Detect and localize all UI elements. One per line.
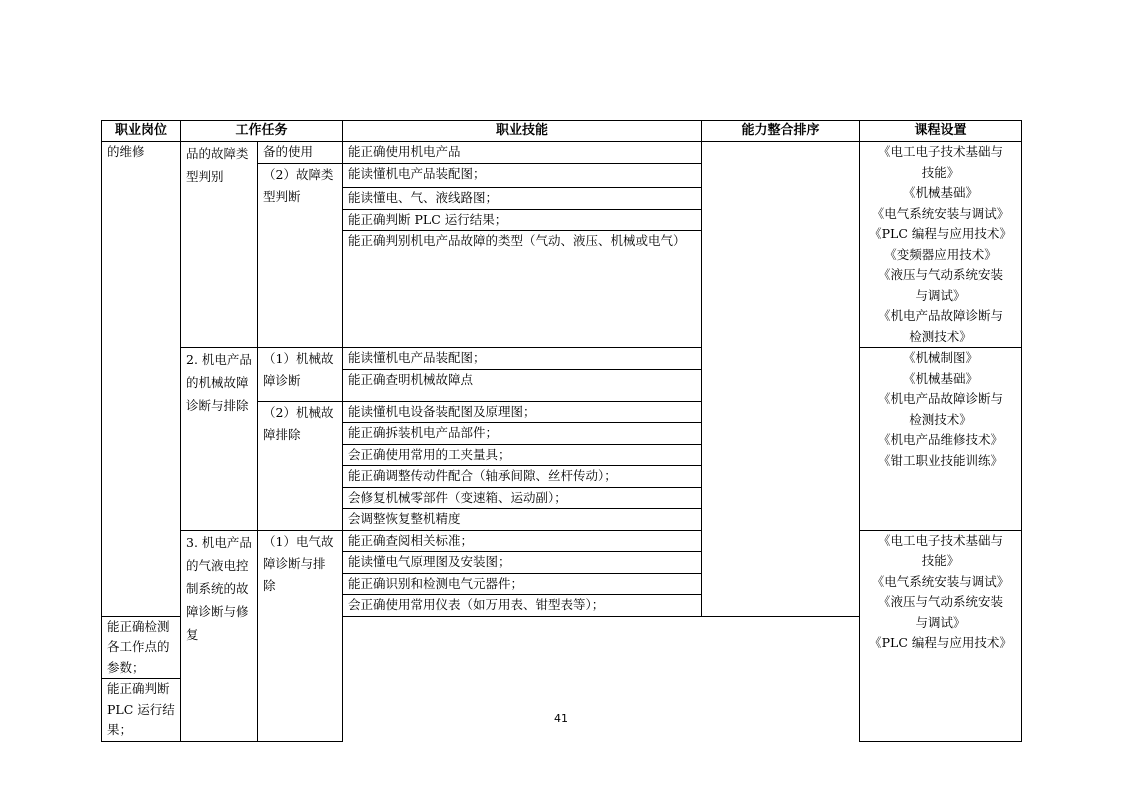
table-row <box>102 142 1022 164</box>
course-line: 与调试》 <box>915 287 966 303</box>
skill-cell: 能正确查明机械故障点 <box>343 369 702 401</box>
header-course: 课程设置 <box>860 121 1022 142</box>
course-line: 《电气系统安装与调试》 <box>871 573 1010 589</box>
course-line: 《机电产品故障诊断与 <box>878 391 1004 406</box>
course-line: 《液压与气动系统安装 <box>878 594 1004 609</box>
course-line: 检测技术》 <box>909 328 972 344</box>
task-cell: 3. 机电产品的气液电控制系统的故障诊断与修复 <box>181 530 258 741</box>
table-row <box>102 348 1022 370</box>
skill-cell: 会调整恢复整机精度 <box>343 509 702 531</box>
course-line: 《液压与气动系统安装 <box>878 267 1004 282</box>
skill-cell: 能读懂机电产品装配图； <box>343 348 702 370</box>
header-skill: 职业技能 <box>343 121 702 142</box>
header-ability-order: 能力整合排序 <box>702 121 860 142</box>
skill-cell: 会正确使用常用仪表（如万用表、钳型表等）； <box>343 595 702 617</box>
skill-cell: 能读懂机电设备装配图及原理图； <box>343 401 702 423</box>
curriculum-table <box>101 120 1022 742</box>
skill-cell: 能正确调整传动件配合（轴承间隙、丝杆传动）； <box>343 466 702 488</box>
skill-cell: 能正确判别机电产品故障的类型（气动、液压、机械或电气） <box>343 231 702 348</box>
skill-cell: 能读懂电气原理图及安装图； <box>343 552 702 574</box>
course-line: 《电工电子技术基础与 <box>878 144 1004 159</box>
course-line: 《机械制图》 <box>903 350 979 365</box>
page-number: 41 <box>554 712 568 725</box>
skill-cell: 能读懂电、气、液线路图； <box>343 188 702 210</box>
header-row <box>102 121 1022 142</box>
course-line: 《电气系统安装与调试》 <box>871 205 1010 221</box>
course-line: 《变频器应用技术》 <box>884 246 997 262</box>
course-cell <box>860 348 1022 531</box>
course-line: 《钳工职业技能训练》 <box>878 452 1004 468</box>
position-cell: 的维修 <box>102 142 181 617</box>
skill-cell: 能正确拆装机电产品部件； <box>343 423 702 445</box>
subtask-cell: （1）电气故障诊断与排除 <box>258 530 343 741</box>
table-row <box>102 530 1022 552</box>
header-position: 职业岗位 <box>102 121 181 142</box>
task-cell: 2. 机电产品的机械故障诊断与排除 <box>181 348 258 531</box>
skill-cell: 能读懂机电产品装配图； <box>343 163 702 188</box>
course-line: 技能》 <box>921 553 960 568</box>
skill-cell: 能正确使用机电产品 <box>343 142 702 164</box>
skill-cell: 会修复机械零部件（变速箱、运动副）； <box>343 487 702 509</box>
course-cell <box>860 142 1022 348</box>
course-line: 《机电产品故障诊断与 <box>878 308 1004 323</box>
subtask-cell: 备的使用 <box>258 142 343 164</box>
course-line: 技能》 <box>921 164 960 180</box>
subtask-cell: （2）故障类型判断 <box>258 163 343 348</box>
skill-cell: 能正确判断 PLC 运行结果； <box>102 679 181 742</box>
task-cell: 品的故障类型判别 <box>181 142 258 348</box>
course-line: 《机电产品维修技术》 <box>878 432 1004 447</box>
ability-order-cell <box>702 142 860 617</box>
course-line: 《机械基础》 <box>903 370 979 386</box>
header-task: 工作任务 <box>181 121 343 142</box>
subtask-cell: （1）机械故障诊断 <box>258 348 343 402</box>
course-line: 《电工电子技术基础与 <box>878 532 1004 548</box>
course-line: 《机械基础》 <box>903 185 979 200</box>
subtask-cell: （2）机械故障排除 <box>258 401 343 530</box>
course-line: 《PLC 编程与应用技术》 <box>869 226 1012 241</box>
skill-cell: 能正确查阅相关标准； <box>343 530 702 552</box>
course-line: 检测技术》 <box>909 411 972 427</box>
course-line: 《PLC 编程与应用技术》 <box>869 635 1012 650</box>
skill-cell: 会正确使用常用的工夹量具； <box>343 444 702 466</box>
skill-cell: 能正确判断 PLC 运行结果； <box>343 209 702 231</box>
skill-cell: 能正确检测各工作点的参数； <box>102 616 181 679</box>
course-line: 与调试》 <box>915 614 966 630</box>
course-cell <box>860 530 1022 741</box>
skill-cell: 能正确识别和检测电气元器件； <box>343 573 702 595</box>
